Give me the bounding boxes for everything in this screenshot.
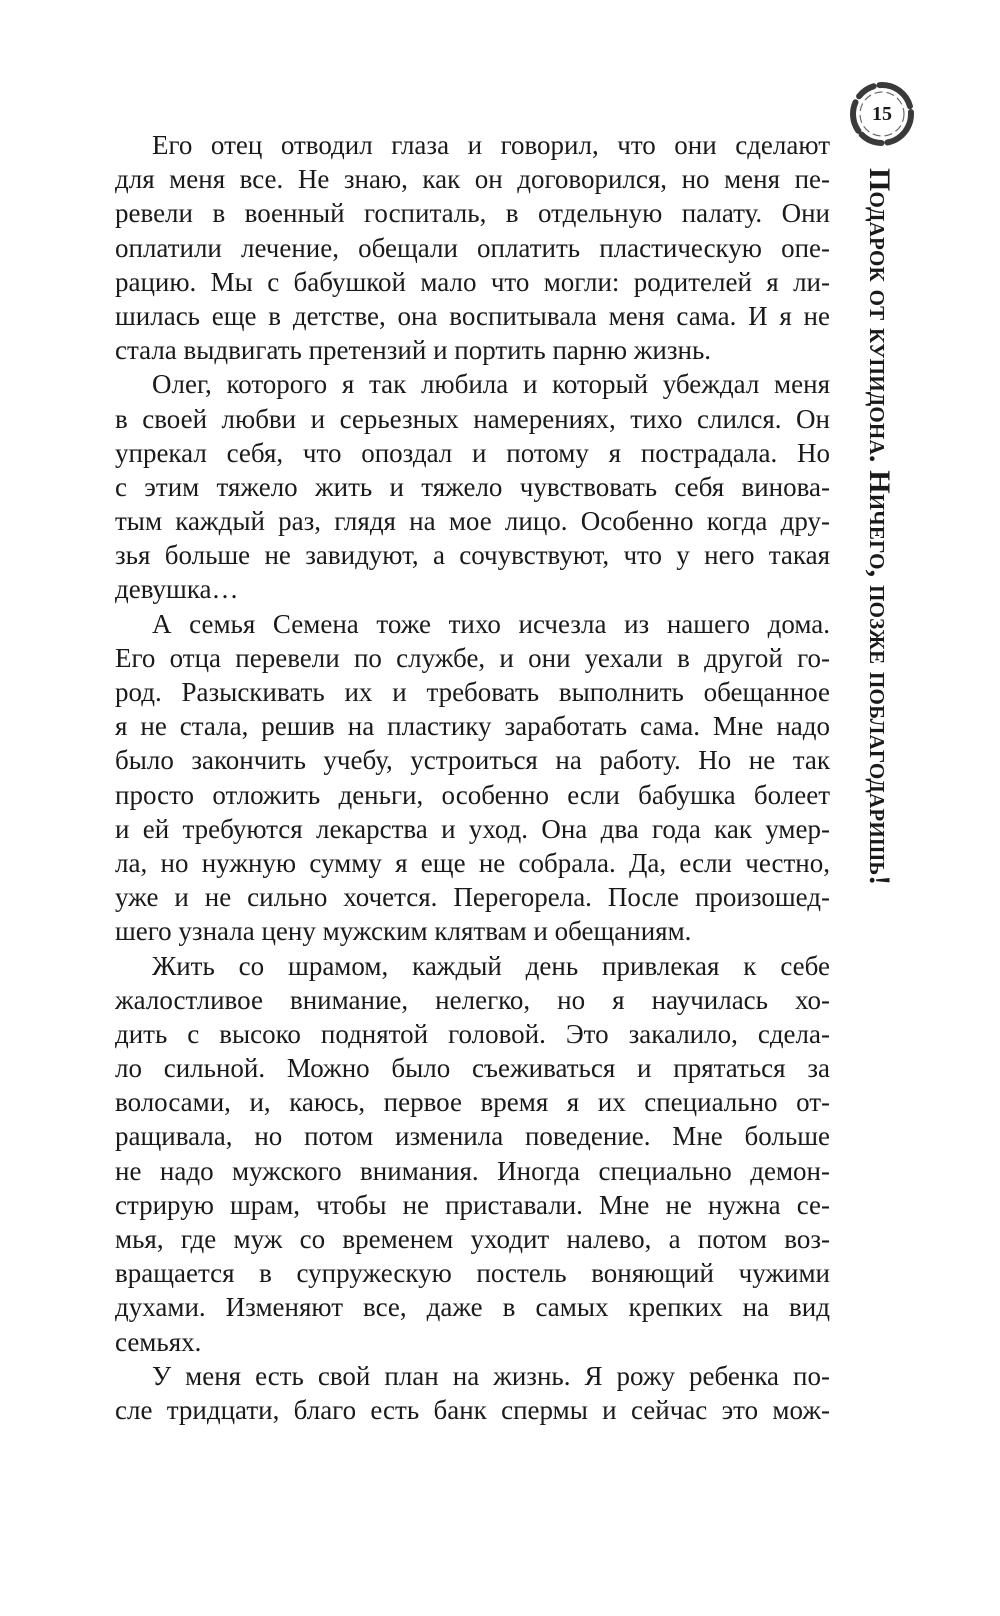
text-line: для меня все. Не знаю, как он договорился, но меня пе- xyxy=(115,164,830,195)
paragraph xyxy=(115,1359,830,1427)
page-number-badge xyxy=(846,78,918,150)
text-line: рацию. Мы с бабушкой мало что могли: родителей я ли- xyxy=(115,266,830,297)
text-line: ла, но нужную сумму я еще не собрала. Да, если честно, xyxy=(115,847,830,878)
text-line: не надо мужского внимания. Иногда специально демон- xyxy=(115,1155,830,1186)
text-line: У меня есть свой план на жизнь. Я рожу ребенка по- xyxy=(152,1360,830,1391)
text-line: семьях. xyxy=(115,1326,202,1357)
text-line: просто отложить деньги, особенно если бабушка болеет xyxy=(115,779,830,810)
text-line: оплатили лечение, обещали оплатить пластическую опе- xyxy=(115,232,830,263)
body-text xyxy=(115,128,830,1427)
text-line: вращается в супружескую постель воняющий чужими xyxy=(115,1258,830,1289)
text-line: я не стала, решив на пластику заработать сама. Мне надо xyxy=(115,711,830,742)
text-line: Его отца перевели по службе, и они уехали в другой го- xyxy=(115,642,830,673)
paragraph xyxy=(115,949,830,1359)
text-line: ращивала, но потом изменила поведение. Мне больше xyxy=(115,1121,830,1152)
text-line: сле тридцати, благо есть банк спермы и сейчас это мож- xyxy=(115,1394,830,1425)
text-line: стрирую шрам, чтобы не приставали. Мне не нужна се- xyxy=(115,1189,830,1220)
text-line: род. Разыскивать их и требовать выполнить обещанное xyxy=(115,677,830,707)
text-line: с этим тяжело жить и тяжело чувствовать себя винова- xyxy=(115,471,830,502)
page-number: 15 xyxy=(872,103,892,125)
text-line: шилась еще в детстве, она воспитывала меня сама. И я не xyxy=(115,300,830,331)
text-line: зья больше не завидуют, а сочувствуют, что у него такая xyxy=(115,540,830,571)
text-line: упрекал себя, что опоздал и потому я пострадала. Но xyxy=(115,437,830,468)
paragraph xyxy=(115,607,830,949)
running-title: Подарок от купидона. Ничего, позже поблагодаришь! xyxy=(863,168,896,886)
text-line: ло сильной. Можно было съеживаться и прятаться за xyxy=(115,1053,830,1084)
paragraph xyxy=(115,367,830,606)
text-line: волосами, и, каюсь, первое время я их специально от- xyxy=(115,1087,830,1118)
text-line: уже и не сильно хочется. Перегорела. После произошед- xyxy=(115,882,830,913)
text-line: духами. Изменяют все, даже в самых крепких на вид xyxy=(115,1292,830,1323)
text-line: и ей требуются лекарства и уход. Она два года как умер- xyxy=(115,813,830,844)
text-line: А семья Семена тоже тихо исчезла из нашего дома. xyxy=(152,608,830,639)
text-line: Жить со шрамом, каждый день привлекая к себе xyxy=(152,950,830,981)
text-line: девушка… xyxy=(115,574,239,605)
text-line: в своей любви и серьезных намерениях, тихо слился. Он xyxy=(115,403,830,434)
text-line: было закончить учебу, устроиться на работу. Но не так xyxy=(115,745,830,776)
text-line: тым каждый раз, глядя на мое лицо. Особенно когда дру- xyxy=(115,506,830,537)
text-line: мья, где муж со временем уходит налево, а потом воз- xyxy=(115,1224,830,1254)
text-line: ревели в военный госпиталь, в отдельную палату. Они xyxy=(115,198,830,229)
text-line: жалостливое внимание, нелегко, но я научилась хо- xyxy=(115,984,830,1015)
text-line: стала выдвигать претензий и портить парню жизнь. xyxy=(115,335,712,366)
paragraph xyxy=(115,128,830,367)
text-line: Олег, которого я так любила и который убеждал меня xyxy=(152,369,830,400)
text-line: Его отец отводил глаза и говорил, что они сделают xyxy=(152,130,830,160)
text-line: шего узнала цену мужским клятвам и обещаниям. xyxy=(115,916,692,947)
text-line: дить с высоко поднятой головой. Это закалило, сдела- xyxy=(115,1018,830,1049)
